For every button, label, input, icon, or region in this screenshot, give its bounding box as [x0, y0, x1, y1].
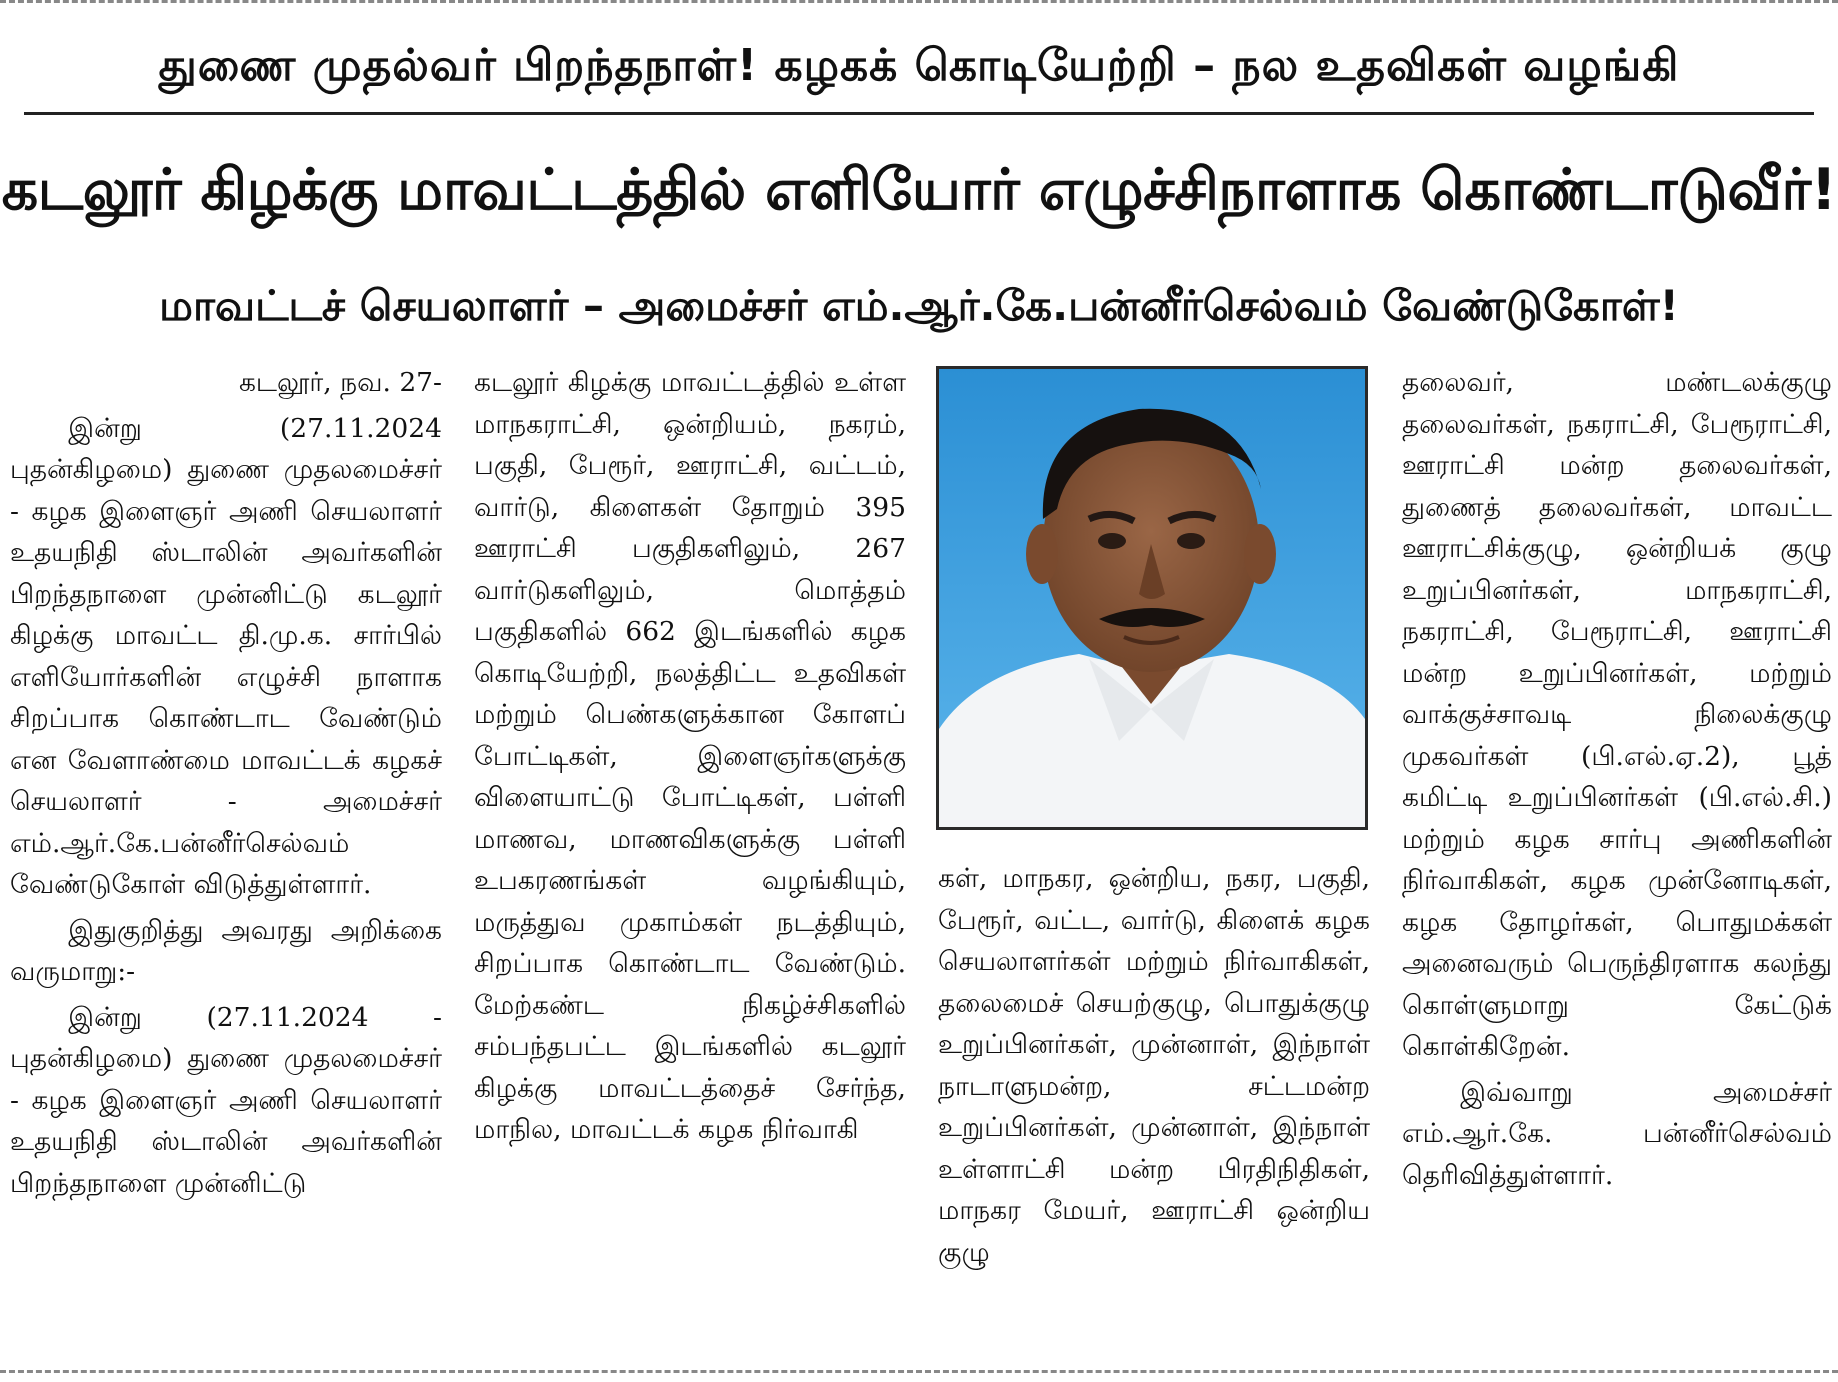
left-ear [1026, 524, 1058, 584]
article-column-4 [1402, 362, 1832, 1357]
minister-photo [936, 366, 1368, 830]
kicker-headline: துணை முதல்வர் பிறந்தநாள்! கழகக் கொடியேற்றி – நல உதவிகள் வழங்கி [158, 40, 1680, 91]
column-4-paragraph-2: இவ்வாறு அமைச்சர் எம்.ஆர்.கே. பன்னீர்செல்வம் தெரிவித்துள்ளார். [1402, 1076, 1832, 1191]
minister-portrait-illustration [939, 369, 1365, 827]
column-4-paragraph-1: தலைவர், மண்டலக்குழு தலைவர்கள், நகராட்சி, பேரூராட்சி, ஊராட்சி மன்ற தலைவர்கள், துணைத் தலைவர்கள், மாவட்ட ஊராட்சிக்குழு, ஒன்றியக் குழு உறுப்பினர்கள், மாநகராட்சி, நகராட்சி, பேரூராட்சி, ஊராட்சி மன்ற உறுப்பினர்கள், மற்றும் வாக்குச்சாவடி நிலைக்குழு முகவர்கள் (பி.எல்.ஏ.2), பூத் கமிட்டி உறுப்பினர்கள் (பி.எல்.சி.) மற்றும் கழக சார்பு அணிகளின் நிர்வாகிகள், கழக முன்னோடிகள், கழக தோழர்கள், பொதுமக்கள் அனைவரும் பெருந்திரளாக கலந்து கொள்ளுமாறு கேட்டுக் கொள்கிறேன். [1402, 367, 1832, 1062]
column-1-paragraph-3: இன்று (27.11.2024 - புதன்கிழமை) துணை முதலமைச்சர் - கழக இளைஞர் அணி செயலாளர் உதயநிதி ஸ்டாலின் அவர்களின் பிறந்தநாளை முன்னிட்டு [10, 1001, 442, 1199]
main-headline: கடலூர் கிழக்கு மாவட்டத்தில் எளியோர் எழுச்சிநாளாக கொண்டாடுவீர்! [1, 157, 1837, 223]
column-2-paragraph-1: கடலூர் கிழக்கு மாவட்டத்தில் உள்ள மாநகராட்சி, ஒன்றியம், நகரம், பகுதி, பேரூர், ஊராட்சி, வட்டம், வார்டு, கிளைகள் தோறும் 395 ஊராட்சி பகுதிகளிலும், 267 வார்டுகளிலும், மொத்தம் பகுதிகளில் 662 இடங்களில் கழக கொடியேற்றி, நலத்திட்ட உதவிகள் மற்றும் பெண்களுக்கான கோளப் போட்டிகள், இளைஞர்களுக்கு விளையாட்டு போட்டிகள், பள்ளி மாணவ, மாணவிகளுக்கு பள்ளி உபகரணங்கள் வழங்கியும், மருத்துவ முகாம்கள் நடத்தியும், சிறப்பாக கொண்டாட வேண்டும். மேற்கண்ட நிகழ்ச்சிகளில் சம்பந்தபட்ட இடங்களில் கடலூர் கிழக்கு மாவட்டத்தைச் சேர்ந்த, மாநில, மாவட்டக் கழக நிர்வாகி [474, 367, 906, 1145]
article-column-1 [10, 362, 442, 1357]
column-1-paragraph-1: இன்று (27.11.2024 புதன்கிழமை) துணை முதலமைச்சர் - கழக இளைஞர் அணி செயலாளர் உதயநிதி ஸ்டாலின் அவர்களின் பிறந்தநாளை முன்னிட்டு கடலூர் கிழக்கு மாவட்ட தி.மு.க. சார்பில் எளியோர்களின் எழுச்சி நாளாக சிறப்பாக கொண்டாட வேண்டும் என வேளாண்மை மாவட்டக் கழகச் செயலாளர் - அமைச்சர் எம்.ஆர்.கே.பன்னீர்செல்வம் வேண்டுகோள் விடுத்துள்ளார். [10, 412, 442, 900]
right-ear [1244, 524, 1276, 584]
column-3-paragraph-1: கள், மாநகர, ஒன்றிய, நகர, பகுதி, பேரூர், வட்ட, வார்டு, கிளைக் கழக செயலாளர்கள் மற்றும் நிர்வாகிகள், தலைமைச் செயற்குழு, பொதுக்குழு உறுப்பினர்கள், முன்னாள், இந்நாள் நாடாளுமன்ற, சட்டமன்ற உறுப்பினர்கள், முன்னாள், இந்நாள் உள்ளாட்சி மன்ற பிரதிநிதிகள், மாநகர மேயர், ஊராட்சி ஒன்றிய குழு [938, 863, 1370, 1268]
column-1-paragraph-2: இதுகுறித்து அவரது அறிக்கை வருமாறு:- [10, 914, 442, 987]
right-eye [1177, 533, 1205, 549]
article-column-2 [474, 362, 906, 1357]
article-column-3 [938, 858, 1370, 1358]
top-dashed-border [0, 0, 1838, 13]
sub-headline: மாவட்டச் செயலாளர் – அமைச்சர் எம்.ஆர்.கே.பன்னீர்செல்வம் வேண்டுகோள்! [159, 281, 1679, 330]
left-eye [1098, 533, 1126, 549]
bottom-dashed-border [0, 1370, 1838, 1373]
kicker-underline [24, 112, 1814, 115]
dateline: கடலூர், நவ. 27- [238, 367, 442, 398]
